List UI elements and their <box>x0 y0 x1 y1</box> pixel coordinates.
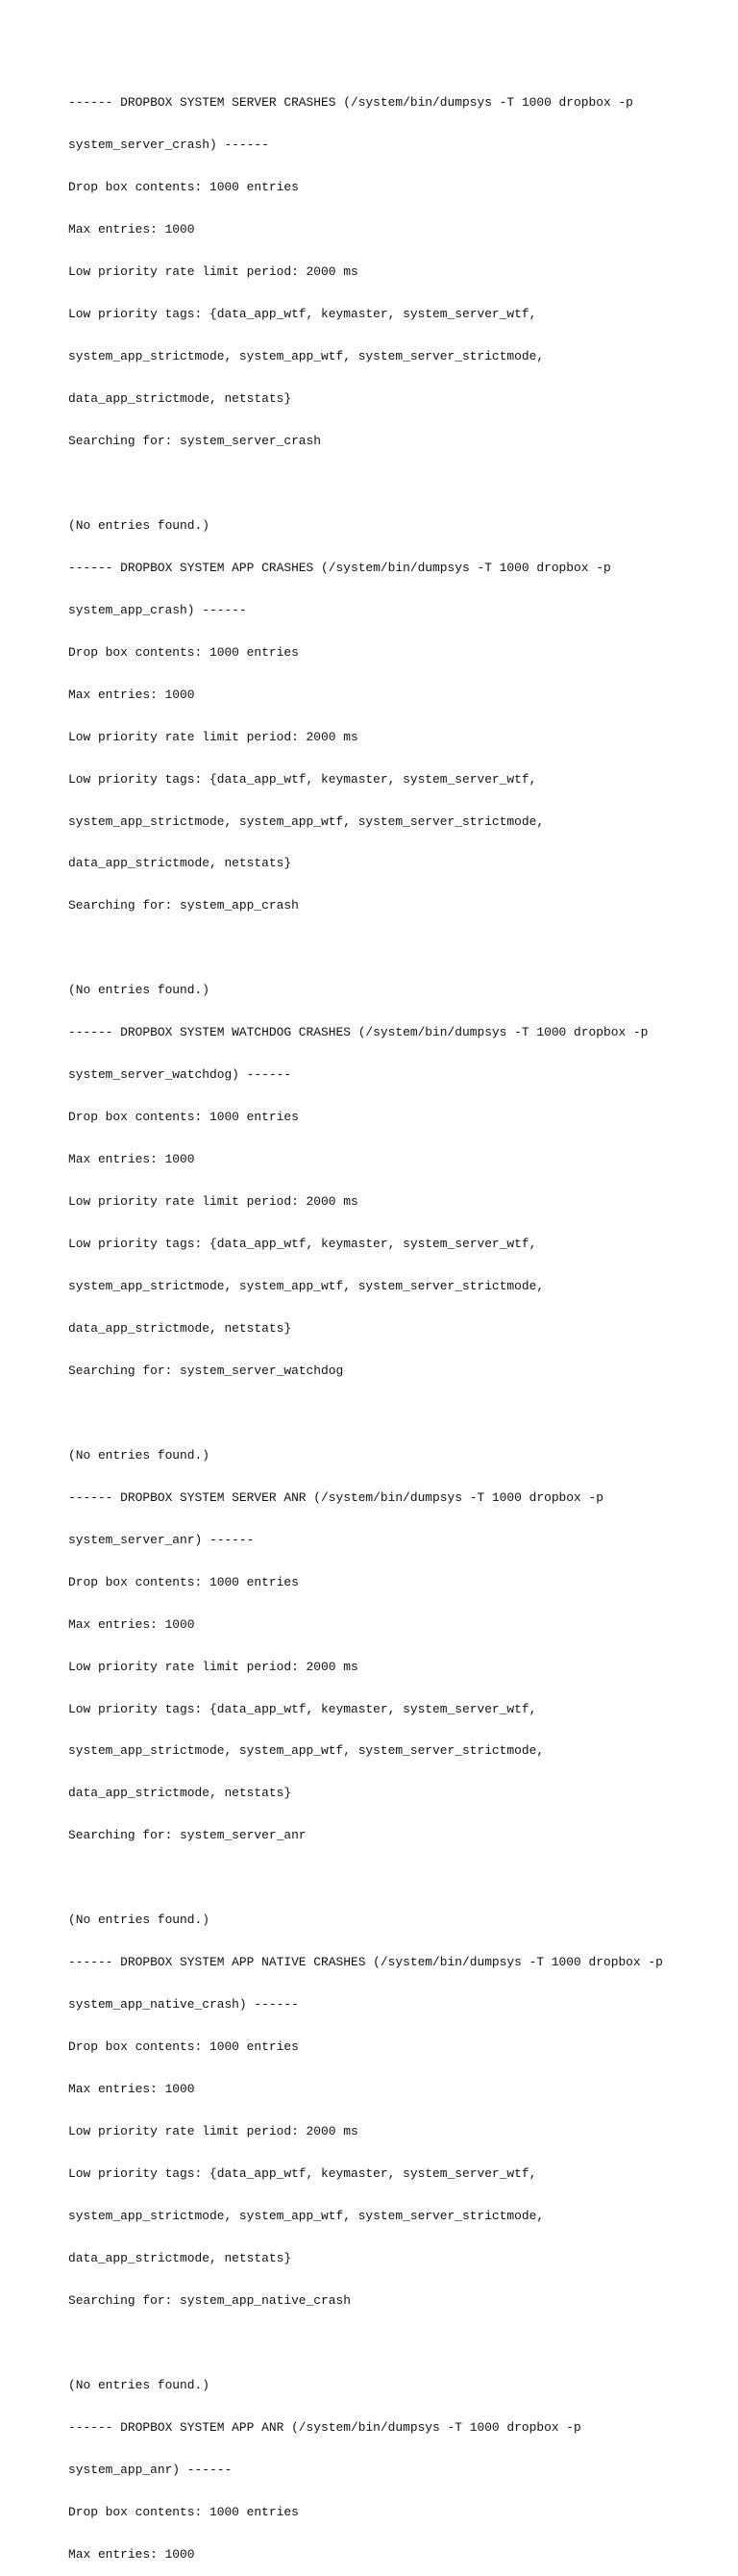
log-line: system_app_strictmode, system_app_wtf, system_server_strictmode, <box>68 349 545 364</box>
log-line <box>68 2337 722 2351</box>
log-line: system_server_crash) ------ <box>68 138 269 153</box>
log-line: Low priority tags: {data_app_wtf, keymaster, system_server_wtf, <box>68 2166 537 2182</box>
log-line: data_app_strictmode, netstats} <box>68 1320 292 1336</box>
log-line: Drop box contents: 1000 entries <box>68 2504 299 2519</box>
log-line: data_app_strictmode, netstats} <box>68 856 292 871</box>
log-line: system_app_crash) ------ <box>68 602 247 617</box>
log-line: system_app_anr) ------ <box>68 2462 233 2477</box>
log-line: system_app_strictmode, system_app_wtf, system_server_strictmode, <box>68 1743 545 1759</box>
log-line: Searching for: system_server_anr <box>68 1828 307 1843</box>
log-line: (No entries found.) <box>68 1913 209 1928</box>
log-line: data_app_strictmode, netstats} <box>68 1786 292 1801</box>
log-line: system_app_native_crash) ------ <box>68 1997 299 2013</box>
log-line <box>68 477 722 491</box>
log-line: Searching for: system_app_native_crash <box>68 2292 351 2308</box>
log-line: Max entries: 1000 <box>68 2546 195 2562</box>
log-line: Low priority rate limit period: 2000 ms <box>68 264 358 280</box>
log-line: Drop box contents: 1000 entries <box>68 1574 299 1589</box>
log-line: data_app_strictmode, netstats} <box>68 2250 292 2265</box>
log-line: Max entries: 1000 <box>68 687 195 702</box>
log-line: data_app_strictmode, netstats} <box>68 390 292 406</box>
log-line: (No entries found.) <box>68 983 209 998</box>
log-line: ------ DROPBOX SYSTEM APP NATIVE CRASHES (/system/bin/dumpsys -T 1000 dropbox -p <box>68 1955 663 1970</box>
log-line: system_app_strictmode, system_app_wtf, system_server_strictmode, <box>68 2208 545 2223</box>
log-line: (No entries found.) <box>68 1447 209 1463</box>
log-line: Low priority tags: {data_app_wtf, keymaster, system_server_wtf, <box>68 307 537 322</box>
log-line: Max entries: 1000 <box>68 1152 195 1167</box>
log-line: Searching for: system_server_crash <box>68 433 322 448</box>
log-line <box>68 1407 722 1421</box>
log-line: Searching for: system_server_watchdog <box>68 1363 344 1378</box>
log-line: ------ DROPBOX SYSTEM APP ANR (/system/bin/dumpsys -T 1000 dropbox -p <box>68 2419 581 2435</box>
log-line: Drop box contents: 1000 entries <box>68 2039 299 2055</box>
log-line: Low priority rate limit period: 2000 ms <box>68 2124 358 2139</box>
log-line: system_app_strictmode, system_app_wtf, system_server_strictmode, <box>68 813 545 829</box>
log-line: Max entries: 1000 <box>68 222 195 238</box>
log-line: (No entries found.) <box>68 517 209 533</box>
log-line: (No entries found.) <box>68 2377 209 2392</box>
log-line: ------ DROPBOX SYSTEM SERVER ANR (/system/bin/dumpsys -T 1000 dropbox -p <box>68 1489 603 1505</box>
log-line: system_server_anr) ------ <box>68 1532 255 1547</box>
log-line: Low priority rate limit period: 2000 ms <box>68 729 358 744</box>
log-document <box>68 68 722 2576</box>
log-line: Low priority tags: {data_app_wtf, keymaster, system_server_wtf, <box>68 771 537 787</box>
log-line <box>68 1871 722 1886</box>
log-line: Drop box contents: 1000 entries <box>68 644 299 660</box>
log-line: Searching for: system_app_crash <box>68 898 299 913</box>
log-line: Drop box contents: 1000 entries <box>68 1110 299 1125</box>
log-line: Low priority tags: {data_app_wtf, keymaster, system_server_wtf, <box>68 1237 537 1252</box>
log-line <box>68 941 722 956</box>
log-line: ------ DROPBOX SYSTEM APP CRASHES (/system/bin/dumpsys -T 1000 dropbox -p <box>68 560 611 575</box>
log-line: ------ DROPBOX SYSTEM SERVER CRASHES (/system/bin/dumpsys -T 1000 dropbox -p <box>68 95 633 111</box>
log-line: Drop box contents: 1000 entries <box>68 180 299 195</box>
log-line: ------ DROPBOX SYSTEM WATCHDOG CRASHES (/system/bin/dumpsys -T 1000 dropbox -p <box>68 1025 649 1040</box>
log-line: Low priority rate limit period: 2000 ms <box>68 1194 358 1210</box>
log-line: Low priority rate limit period: 2000 ms <box>68 1659 358 1674</box>
log-line: Max entries: 1000 <box>68 1616 195 1632</box>
log-line: system_app_strictmode, system_app_wtf, system_server_strictmode, <box>68 1279 545 1293</box>
log-line: Max entries: 1000 <box>68 2082 195 2097</box>
log-line: system_server_watchdog) ------ <box>68 1067 292 1083</box>
log-line: Low priority tags: {data_app_wtf, keymaster, system_server_wtf, <box>68 1701 537 1716</box>
